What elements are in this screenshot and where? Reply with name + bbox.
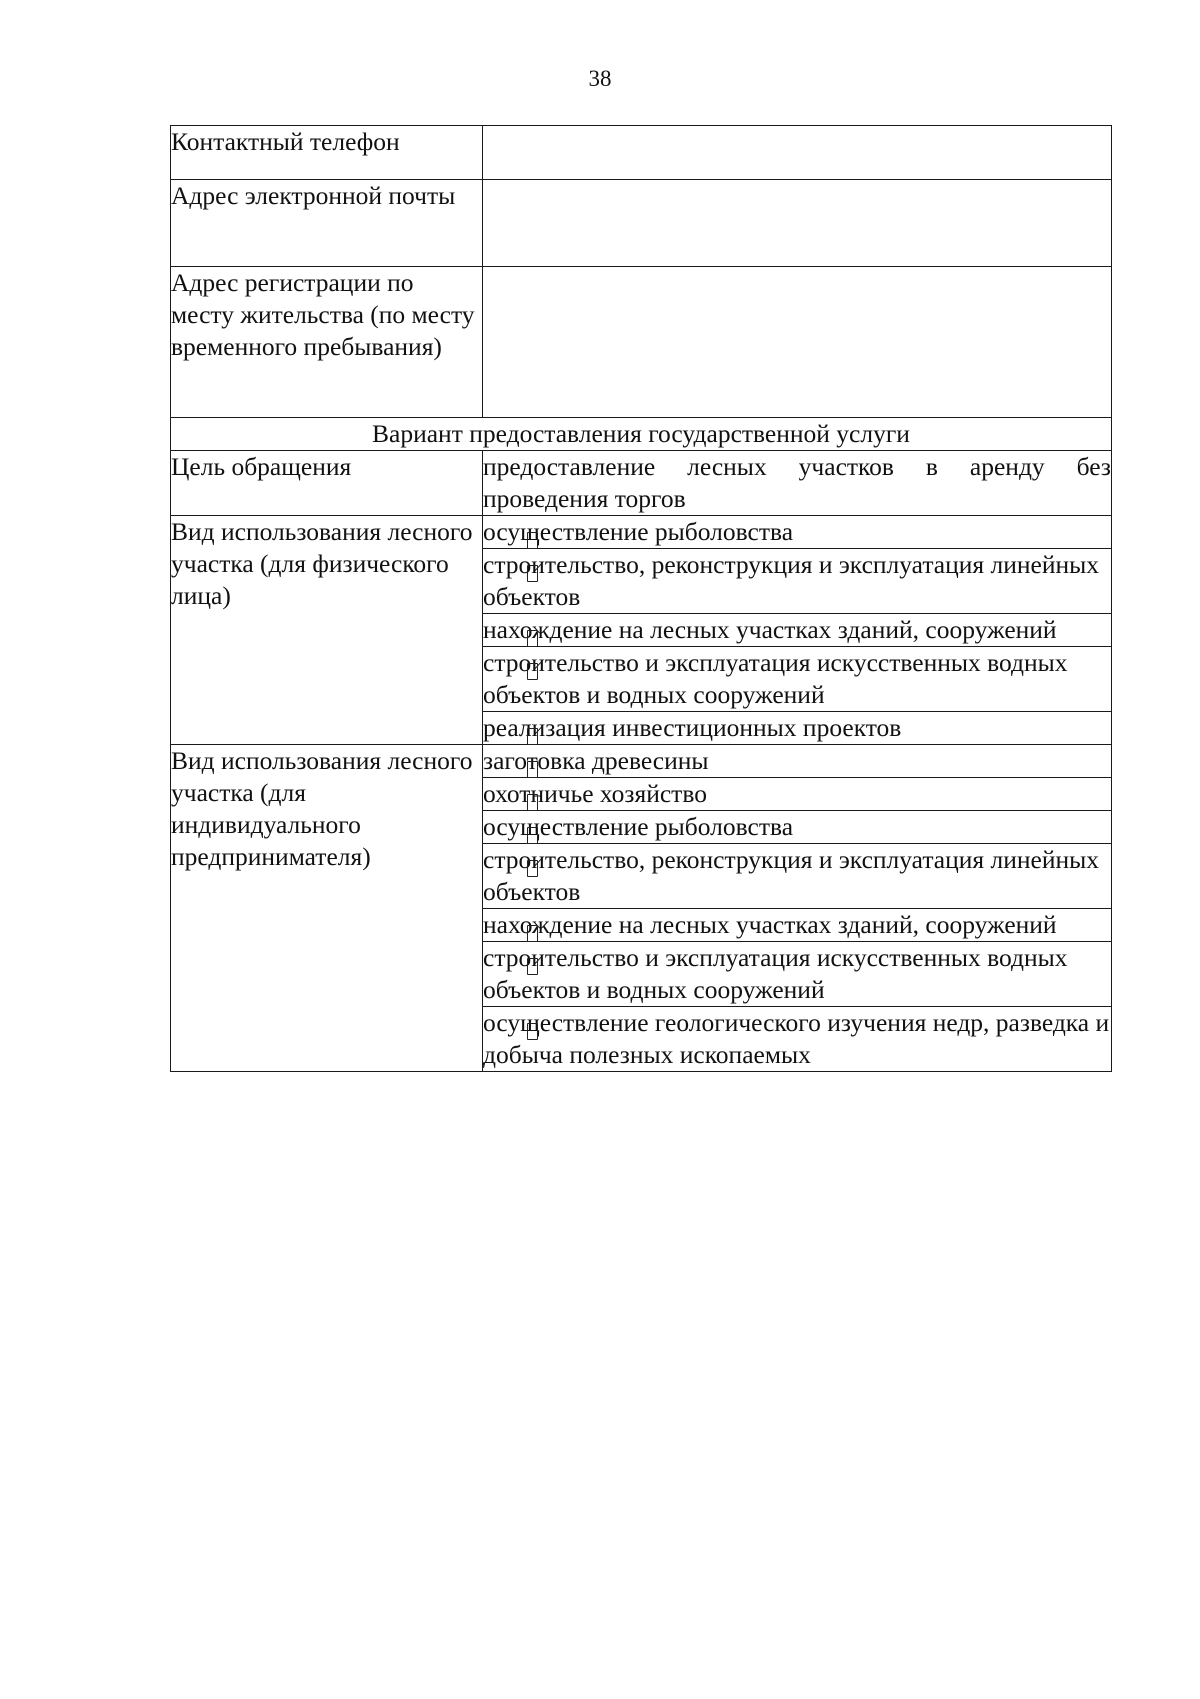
checkbox-icon[interactable] xyxy=(527,728,538,745)
option-label: осуществление рыболовства xyxy=(483,517,794,546)
checkbox-icon[interactable] xyxy=(527,663,538,680)
option-label: осуществление рыболовства xyxy=(483,812,794,841)
entrepreneur-option xyxy=(483,778,1112,811)
physical-option xyxy=(483,516,1112,549)
checkbox-icon[interactable] xyxy=(527,761,538,778)
checkbox-icon[interactable] xyxy=(527,925,538,942)
physical-option xyxy=(483,712,1112,745)
variant-header: Вариант предоставления государственной услуги xyxy=(171,418,1112,451)
option-label: строительство, реконструкция и эксплуатация линейных объектов xyxy=(483,845,1100,906)
option-label: охотничье хозяйство xyxy=(483,779,707,808)
checkbox-icon[interactable] xyxy=(527,958,538,975)
physical-option xyxy=(483,549,1112,614)
email-row xyxy=(171,180,1112,267)
option-label: заготовка древесины xyxy=(483,746,709,775)
physical-option xyxy=(483,647,1112,712)
checkbox-icon[interactable] xyxy=(527,630,538,647)
purpose-row xyxy=(171,451,1112,516)
option-label: строительство и эксплуатация искусственных водных объектов и водных сооружений xyxy=(483,648,1068,709)
option-label: нахождение на лесных участках зданий, сооружений xyxy=(483,910,1057,939)
entrepreneur-option xyxy=(483,1007,1112,1072)
option-label: строительство, реконструкция и эксплуатация линейных объектов xyxy=(483,550,1100,611)
checkbox-icon[interactable] xyxy=(527,827,538,844)
address-label: Адрес регистрации по месту жительства (по месту временного пребывания) xyxy=(171,267,483,418)
page-number: 38 xyxy=(588,66,612,91)
checkbox-icon[interactable] xyxy=(527,1023,538,1040)
entrepreneur-option xyxy=(483,844,1112,909)
option-label: осуществление геологического изучения недр, разведка и добыча полезных ископаемых xyxy=(483,1008,1110,1069)
option-label: строительство и эксплуатация искусственных водных объектов и водных сооружений xyxy=(483,943,1068,1004)
variant-header-row xyxy=(171,418,1112,451)
entrepreneur-option xyxy=(483,811,1112,844)
entrepreneur-option-row xyxy=(171,745,1112,778)
physical-option xyxy=(483,614,1112,647)
option-label: нахождение на лесных участках зданий, сооружений xyxy=(483,615,1057,644)
email-label: Адрес электронной почты xyxy=(171,180,483,267)
checkbox-icon[interactable] xyxy=(527,794,538,811)
address-field[interactable] xyxy=(483,267,1112,418)
checkbox-icon[interactable] xyxy=(527,565,538,582)
purpose-value: предоставление лесных участков в аренду без проведения торгов xyxy=(483,451,1112,516)
purpose-label: Цель обращения xyxy=(171,451,483,516)
contact-phone-row xyxy=(171,126,1112,180)
entrepreneur-option xyxy=(483,745,1112,778)
checkbox-icon[interactable] xyxy=(527,532,538,549)
address-row xyxy=(171,267,1112,418)
application-form-table xyxy=(170,125,1112,1072)
option-label: реализация инвестиционных проектов xyxy=(483,713,902,742)
contact-phone-label: Контактный телефон xyxy=(171,126,483,180)
contact-phone-field[interactable] xyxy=(483,126,1112,180)
checkbox-icon[interactable] xyxy=(527,860,538,877)
email-field[interactable] xyxy=(483,180,1112,267)
entrepreneur-option xyxy=(483,942,1112,1007)
physical-option-row xyxy=(171,516,1112,549)
entrepreneur-option xyxy=(483,909,1112,942)
entrepreneur-usage-label: Вид использования лесного участка (для индивидуального предпринимателя) xyxy=(171,745,483,1072)
physical-usage-label: Вид использования лесного участка (для физического лица) xyxy=(171,516,483,745)
